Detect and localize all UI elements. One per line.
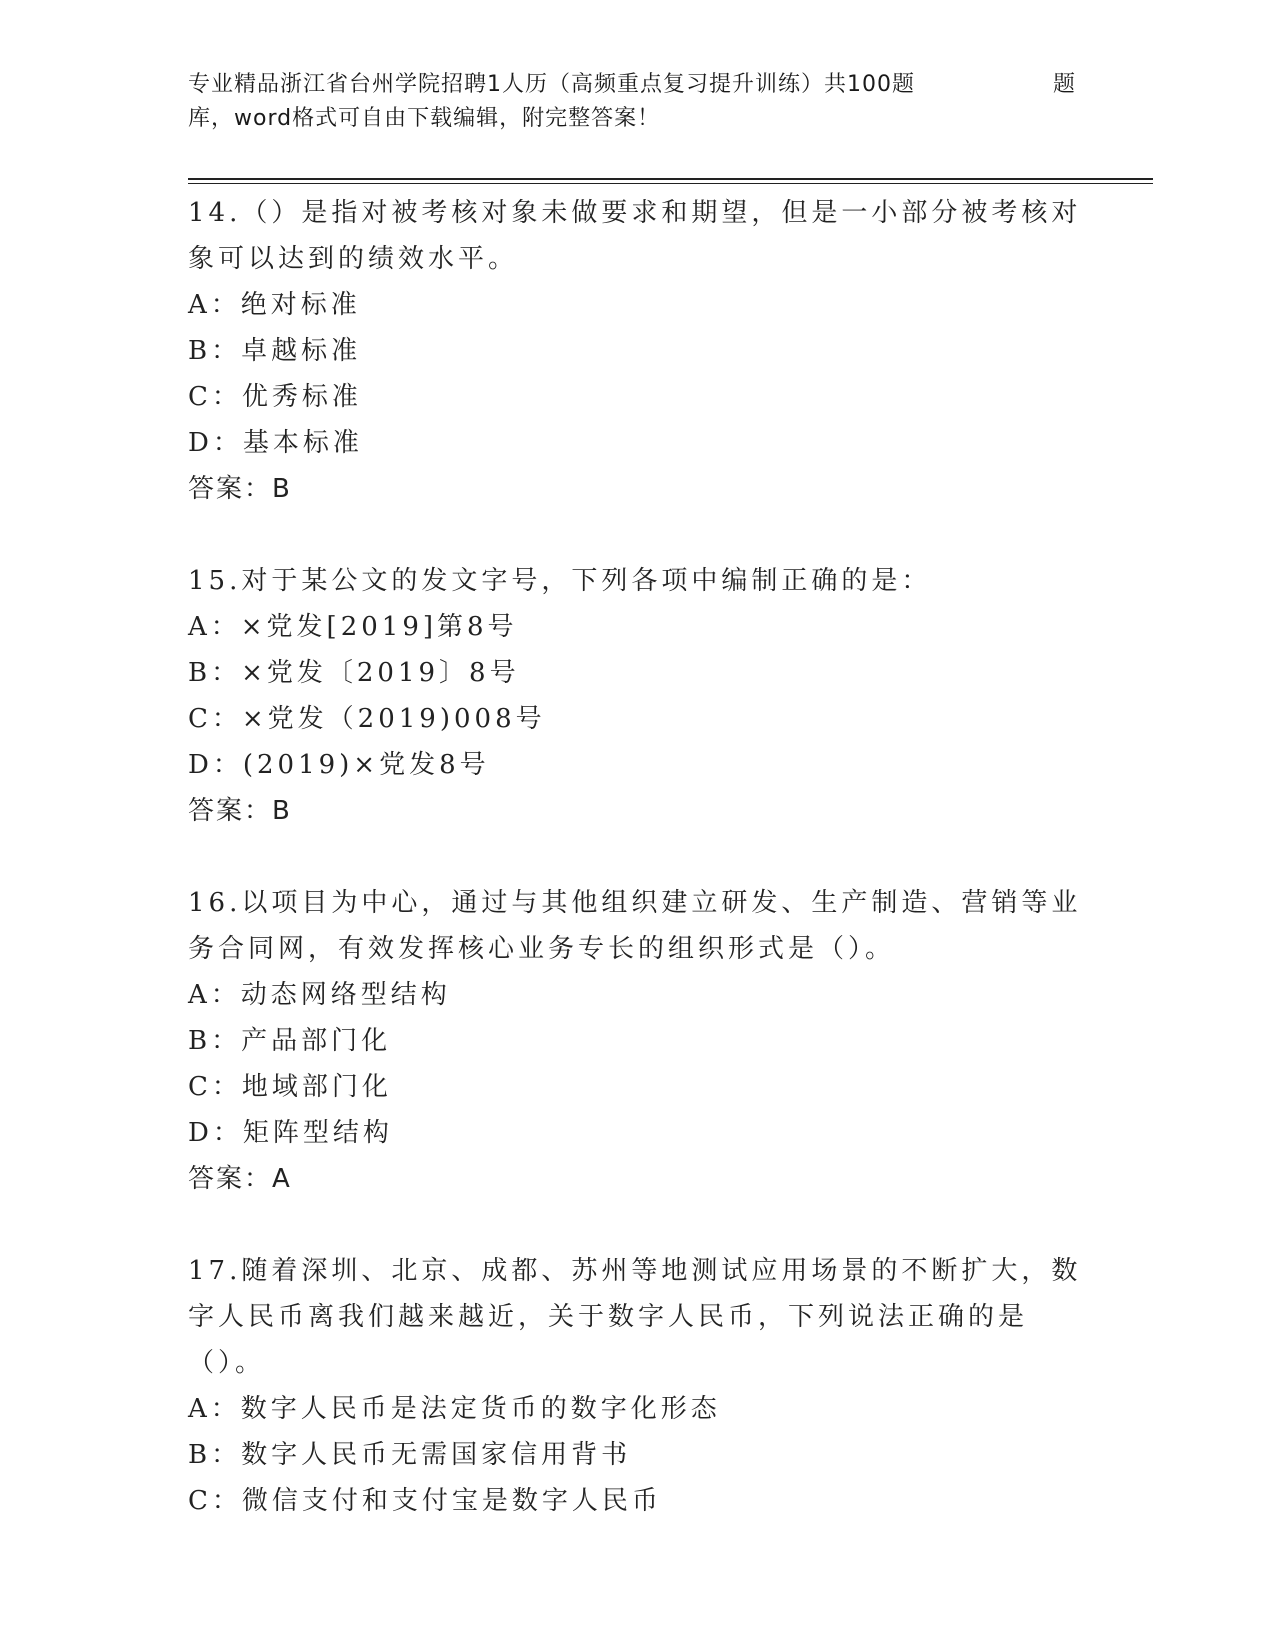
option-c: C：地域部门化 [188,1072,392,1102]
header-title-tail: 题 [1053,72,1077,97]
header-divider-thick [188,178,1153,180]
option-a: A：数字人民币是法定货币的数字化形态 [188,1394,721,1424]
question-list [188,190,1088,1570]
option-b: B：卓越标准 [188,336,362,366]
option-c: C：优秀标准 [188,382,362,412]
answer: 答案：A [188,1164,292,1194]
option-d: D：(2019)×党发8号 [188,750,490,780]
header-title: 专业精品浙江省台州学院招聘1人历（高频重点复习提升训练）共100题 [188,72,915,97]
option-d: D：基本标准 [188,428,363,458]
option-b: B：×党发〔2019〕8号 [188,658,520,688]
question-17 [188,1248,1088,1524]
question-text: 14.（）是指对被考核对象未做要求和期望，但是一小部分被考核对象可以达到的绩效水平。 [188,198,1082,274]
answer: 答案：B [188,474,292,504]
question-15 [188,558,1088,834]
option-a: A：绝对标准 [188,290,361,320]
question-text: 17.随着深圳、北京、成都、苏州等地测试应用场景的不断扩大，数字人民币离我们越来越近，关于数字人民币，下列说法正确的是（）。 [188,1256,1082,1378]
option-b: B：产品部门化 [188,1026,392,1056]
question-14 [188,190,1088,512]
question-16 [188,880,1088,1202]
answer: 答案：B [188,796,292,826]
header-line-2: 库，word格式可自由下载编辑，附完整答案！ [188,106,661,131]
option-a: A：动态网络型结构 [188,980,451,1010]
header-divider-thin [188,183,1153,184]
option-b: B：数字人民币无需国家信用背书 [188,1440,632,1470]
question-text: 15.对于某公文的发文字号，下列各项中编制正确的是： [188,566,932,596]
option-d: D：矩阵型结构 [188,1118,393,1148]
option-a: A：×党发[2019]第8号 [188,612,518,642]
header-line-1 [188,68,1088,102]
question-text: 16.以项目为中心，通过与其他组织建立研发、生产制造、营销等业务合同网，有效发挥核心业务专长的组织形式是（）。 [188,888,1082,964]
option-c: C：微信支付和支付宝是数字人民币 [188,1486,662,1516]
option-c: C：×党发（2019)008号 [188,704,546,734]
document-header [188,68,1088,136]
